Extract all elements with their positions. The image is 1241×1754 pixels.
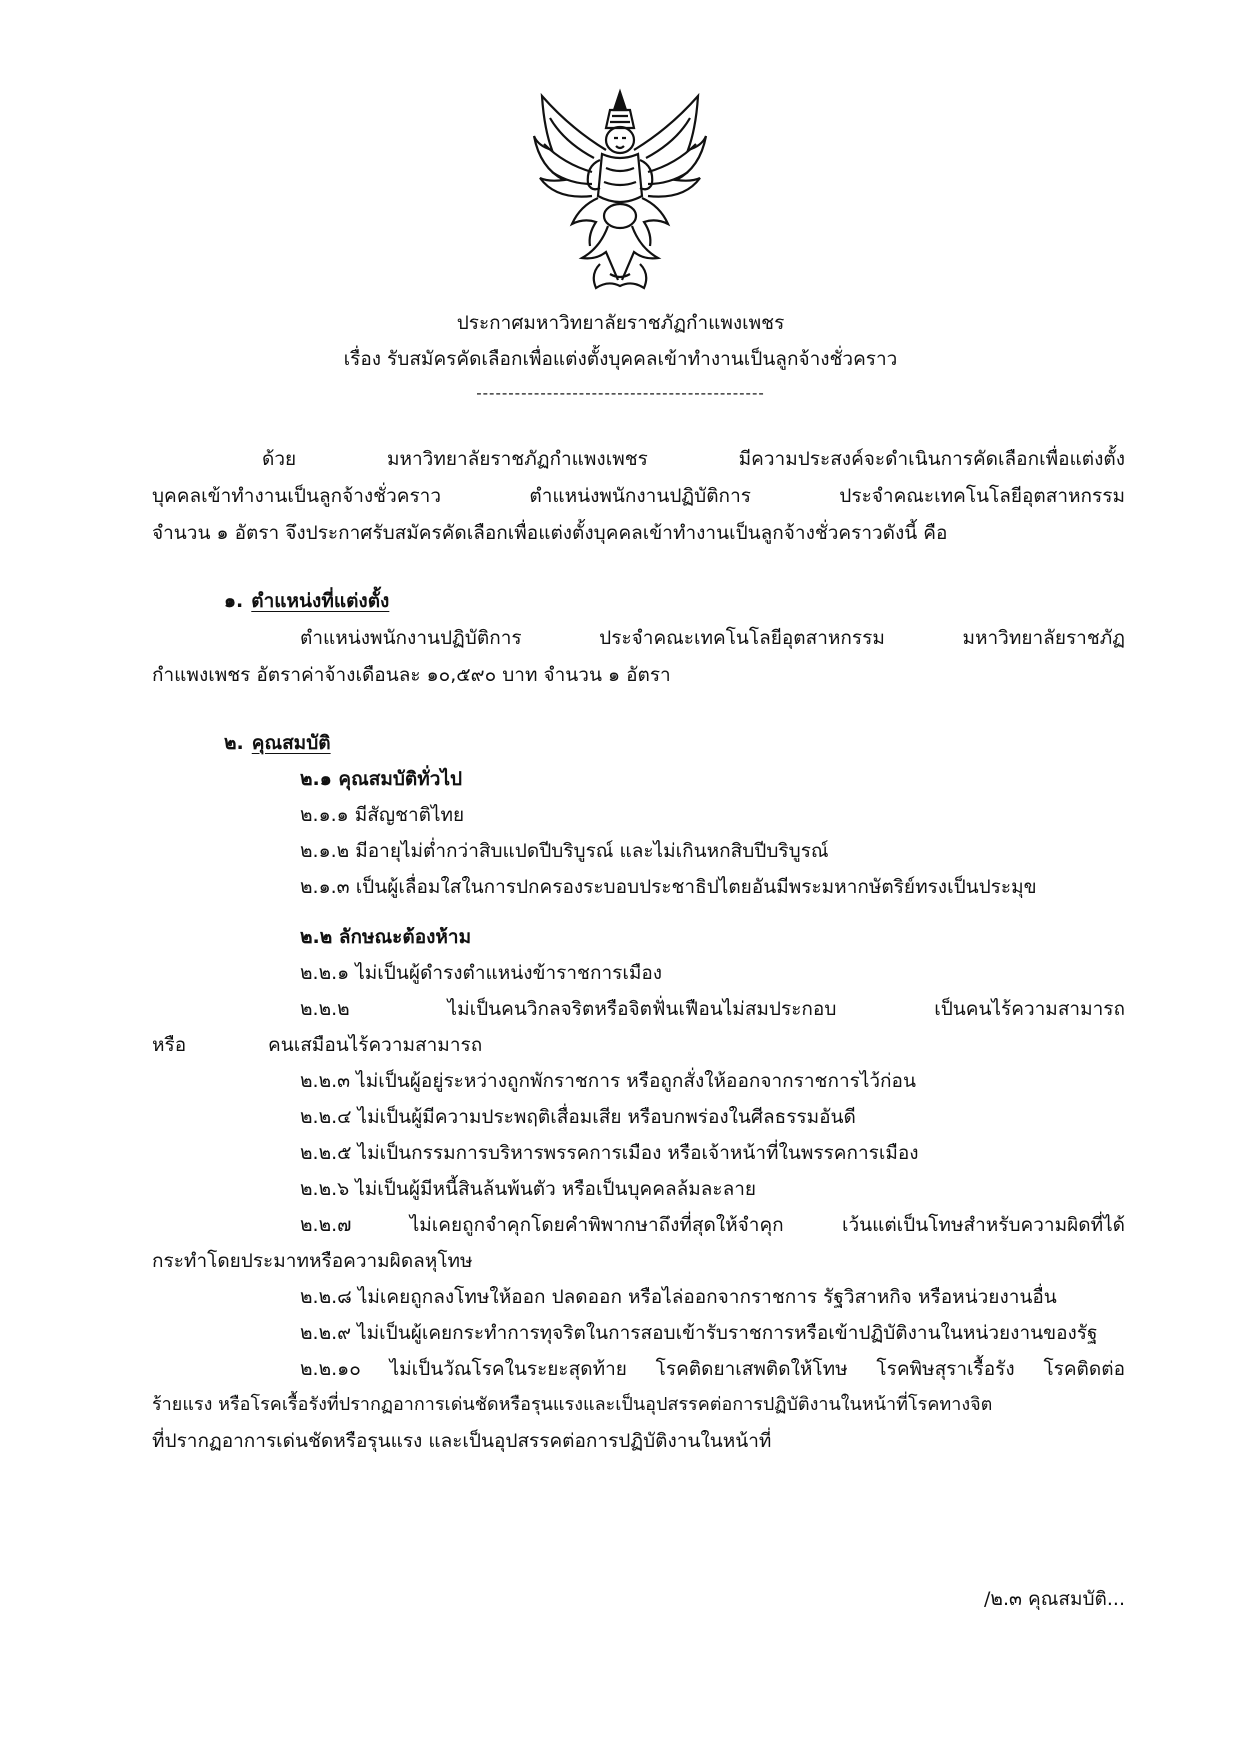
list-item: ๒.๒.๙ ไม่เป็นผู้เคยกระทำการทุจริตในการสอบเข้ารับราชการหรือเข้าปฏิบัติงานในหน่วยงานของรัฐ [300,1322,1098,1344]
intro-line-2: บุคคลเข้าทำงานเป็นลูกจ้างชั่วคราว ตำแหน่งพนักงานปฏิบัติการ ประจำคณะเทคโนโลยีอุตสาหกรรม [152,485,1125,507]
list-item: ๒.๒.๖ ไม่เป็นผู้มีหนี้สินล้นพ้นตัว หรือเป็นบุคคลล้มละลาย [300,1178,757,1200]
intro-line-3: จำนวน ๑ อัตรา จึงประกาศรับสมัครคัดเลือกเพื่อแต่งตั้งบุคคลเข้าทำงานเป็นลูกจ้างชั่วคราวดังนี้ คือ [152,522,948,544]
section-1-title: ตำแหน่งที่แต่งตั้ง [251,590,390,612]
section-1-line-1: ตำแหน่งพนักงานปฏิบัติการ ประจำคณะเทคโนโลยีอุตสาหกรรม มหาวิทยาลัยราชภัฏ [300,627,1125,649]
section-2-number: ๒. [224,732,244,754]
header-divider: --------------------------------------------- [476,384,765,402]
list-item: ๒.๒.๘ ไม่เคยถูกลงโทษให้ออก ปลดออก หรือไล่ออกจากราชการ รัฐวิสาหกิจ หรือหน่วยงานอื่น [300,1286,1057,1308]
continuation-note: /๒.๓ คุณสมบัติ... [984,1588,1125,1610]
list-item: ๒.๑.๑ มีสัญชาติไทย [300,804,465,826]
list-item-continuation: คนเสมือนไร้ความสามารถ [268,1034,483,1056]
list-item: ๒.๒.๗ ไม่เคยถูกจำคุกโดยคำพิพากษาถึงที่สุดให้จำคุก เว้นแต่เป็นโทษสำหรับความผิดที่ได้ [300,1214,1125,1236]
section-1-line-2: กำแพงเพชร อัตราค่าจ้างเดือนละ ๑๐,๕๙๐ บาท จำนวน ๑ อัตรา [152,664,671,686]
section-2-1-heading: ๒.๑ คุณสมบัติทั่วไป [300,768,463,790]
announcement-subject: เรื่อง รับสมัครคัดเลือกเพื่อแต่งตั้งบุคคลเข้าทำงานเป็นลูกจ้างชั่วคราว [343,348,898,370]
intro-line-1: ด้วย มหาวิทยาลัยราชภัฏกำแพงเพชร มีความประสงค์จะดำเนินการคัดเลือกเพื่อแต่งตั้ง [262,448,1125,470]
list-item: ๒.๒.๑ ไม่เป็นผู้ดำรงตำแหน่งข้าราชการเมือง [300,962,663,984]
list-item: ๒.๒.๕ ไม่เป็นกรรมการบริหารพรรคการเมือง หรือเจ้าหน้าที่ในพรรคการเมือง [300,1142,919,1164]
list-item-continuation: ร้ายแรง หรือโรคเรื้อรังที่ปรากฏอาการเด่นชัดหรือรุนแรงและเป็นอุปสรรคต่อการปฏิบัติงานในหน้าที่โรคทางจิต [152,1394,993,1415]
section-2-heading [224,730,331,756]
list-item: ๒.๒.๑๐ ไม่เป็นวัณโรคในระยะสุดท้าย โรคติดยาเสพติดให้โทษ โรคพิษสุราเรื้อรัง โรคติดต่อ [300,1358,1125,1380]
section-2-2-heading: ๒.๒ ลักษณะต้องห้าม [300,926,472,948]
list-item: ๒.๒.๔ ไม่เป็นผู้มีความประพฤติเสื่อมเสีย หรือบกพร่องในศีลธรรมอันดี [300,1106,856,1128]
list-item: ๒.๑.๒ มีอายุไม่ต่ำกว่าสิบแปดปีบริบูรณ์ และไม่เกินหกสิบปีบริบูรณ์ [300,840,829,862]
list-item-or: หรือ [152,1034,187,1056]
section-2-title: คุณสมบัติ [251,732,331,754]
section-1-heading [224,588,389,614]
list-item: ๒.๒.๓ ไม่เป็นผู้อยู่ระหว่างถูกพักราชการ หรือถูกสั่งให้ออกจากราชการไว้ก่อน [300,1070,916,1092]
list-item-continuation: ที่ปรากฏอาการเด่นชัดหรือรุนแรง และเป็นอุปสรรคต่อการปฏิบัติงานในหน้าที่ [152,1430,772,1452]
section-1-number: ๑. [224,590,244,612]
list-item-continuation: กระทำโดยประมาทหรือความผิดลหุโทษ [152,1250,473,1272]
garuda-emblem-icon [530,88,710,293]
list-item: ๒.๒.๒ ไม่เป็นคนวิกลจริตหรือจิตฟั่นเฟือนไม่สมประกอบ เป็นคนไร้ความสามารถ [300,998,1125,1020]
announcement-title: ประกาศมหาวิทยาลัยราชภัฏกำแพงเพชร [456,312,785,334]
list-item: ๒.๑.๓ เป็นผู้เลื่อมใสในการปกครองระบอบประชาธิปไตยอันมีพระมหากษัตริย์ทรงเป็นประมุข [300,876,1037,898]
